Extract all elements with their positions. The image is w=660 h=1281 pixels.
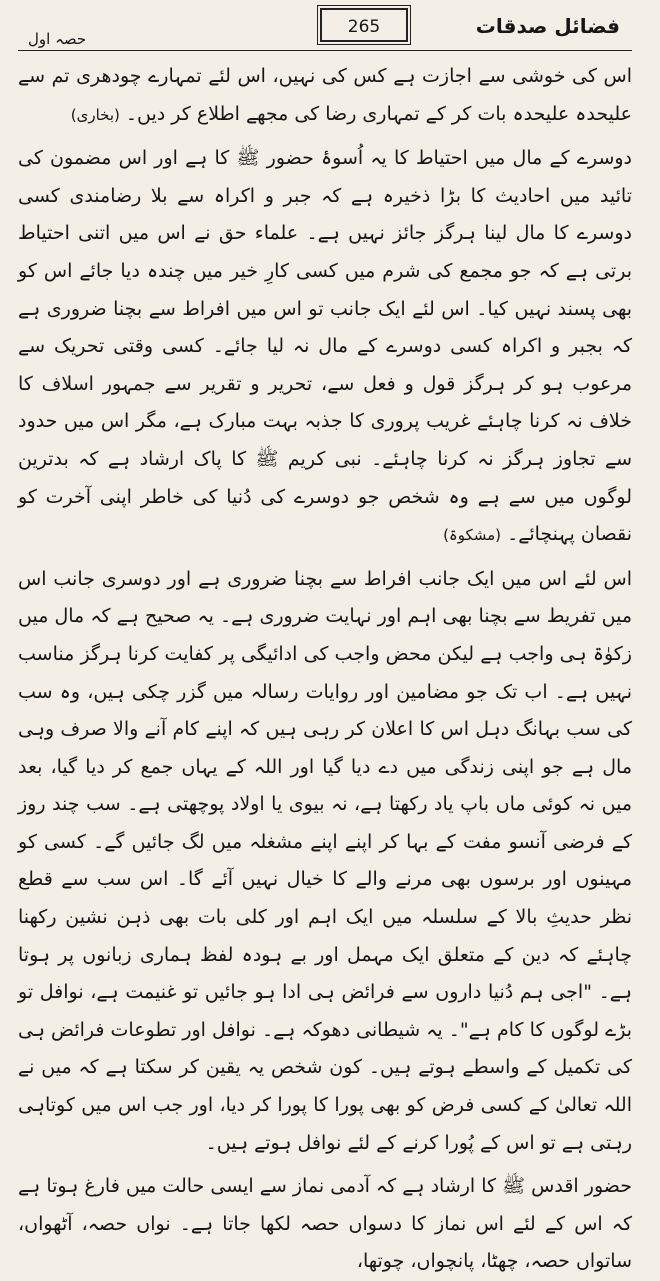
text-line: لئے اس نماز کا دسواں حصہ لکھا جاتا ہے۔ نواں حصہ، آٹھواں، ساتواں حصہ، چھٹا، پانچواں، چوتھا، xyxy=(18,1212,632,1273)
source-reference: (مشکوۃ) xyxy=(443,526,502,545)
text-line: بھی پورا کا پورا کر دیا، اور جب اس میں کوتاہی رہتی ہے تو اس کے پُورا کرنے کے لئے نوافل xyxy=(18,1094,632,1154)
text-line: جائیں گے۔ کسی کو مہینوں اور برسوں بھی مرنے والے کا خیال نہیں آئے گا۔ اس سب سے قطع نظر xyxy=(18,830,632,929)
page-header xyxy=(18,0,632,58)
text-line: دوسرے کی دُنیا کی خاطر اپنی آخرت کو نقصان پہنچائے۔ xyxy=(18,485,632,546)
paragraph xyxy=(18,140,632,555)
header-rule xyxy=(18,50,632,51)
text-line: ہرگز نہ کرنا چاہئے۔ نبی کریم ﷺ کا پاک ارشاد ہے کہ بدترین لوگوں میں سے ہے وہ شخص جو xyxy=(18,447,633,508)
text-line: بیوی یا اولاد پوچھتی ہے۔ سب چند روز کے فرضی آنسو مفت کے بہا کر اپنے اپنے مشغلہ میں لگ xyxy=(18,793,632,853)
section-label: حصہ اول xyxy=(28,30,87,48)
text-line: دوسرے کے مال میں احتیاط کا یہ اُسوۂ حضور ﷺ کا ہے اور اس مضمون کی تائید میں احادیث xyxy=(18,147,632,207)
page-text xyxy=(18,58,632,1281)
paragraph xyxy=(18,561,632,1163)
text-line: کی تکمیل کے واسطے ہوتے ہیں۔ کون شخص یہ یقین کر سکتا ہے کہ میں نے اللہ تعالیٰ کے کسی فرض کو xyxy=(18,1056,633,1117)
paragraph xyxy=(18,1168,632,1281)
book-title: فضائل صدقات xyxy=(475,14,620,38)
text-line: کا بڑا ذخیرہ ہے کہ جبر و اکراہ سے بلا رضامندی کسی دوسرے کا مال لینا ہرگز جائز نہیں ہے۔ علماء حق xyxy=(18,184,632,245)
text-line: بچنا بھی اہم اور نہایت ضروری ہے۔ یہ صحیح ہے کہ مال میں زکوٰۃ ہی واجب ہے لیکن محض واجب کی xyxy=(18,605,632,665)
text-line: ادائیگی پر کفایت کرنا ہرگز مناسب نہیں ہے۔ اب تک جو مضامین اور روایات رسالہ میں گزر چکی xyxy=(18,642,632,703)
text-line: اس لئے اس میں ایک جانب افراط سے بچنا ضروری ہے اور دوسری جانب اس میں تفریط سے xyxy=(18,567,632,628)
text-line: نے اس میں اتنی احتیاط برتی ہے کہ جو مجمع کی شرم میں کسی کارِ خیر میں چندہ دیا جائے اس کو بھی پسند xyxy=(18,222,633,320)
page-number: 265 xyxy=(320,8,408,42)
text-line: اس کی خوشی سے اجازت ہے کس کی نہیں، اس لئے تمہارے چودھری تم سے علیحدہ علیحدہ بات کر xyxy=(18,65,632,125)
text-line: مہمل اور بے ہودہ لفظ ہماری زبانوں پر ہوتا ہے۔ "اجی ہم دُنیا داروں سے فرائض ہی ادا ہو جائیں تو xyxy=(18,943,632,1004)
text-line: حضور اقدس ﷺ کا ارشاد ہے کہ آدمی نماز سے ایسی حالت میں فارغ ہوتا ہے کہ اس کے xyxy=(18,1175,632,1235)
text-line: غنیمت ہے، نوافل تو بڑے لوگوں کا کام ہے"۔ یہ شیطانی دھوکہ ہے۔ نوافل اور تطوعات فرائض ہی xyxy=(18,981,632,1041)
text-line: حدیثِ بالا کے سلسلہ میں ایک اہم اور کلی بات بھی ذہن نشین رکھنا چاہئے کہ دین کے متعلق ایک xyxy=(18,906,632,966)
text-line: ہیں، وہ سب کی سب بہانگ دہل اس کا اعلان کر رہی ہیں کہ اپنے کام آنے والا صرف وہی مال ہے xyxy=(18,680,633,778)
text-line: نہیں کیا۔ اس لئے ایک جانب تو اس میں افراط سے بچنا ضروری ہے کہ بجبر و اکراہ کسی دوسرے کے xyxy=(18,297,632,358)
text-line: کے تمہاری رضا کی مجھے اطلاع کر دیں۔ xyxy=(125,102,446,125)
paragraph xyxy=(18,58,632,134)
text-line: اسلاف کا خلاف نہ کرنا چاہئے غریب پروری کا جذبہ بہت مبارک ہے، مگر اس میں حدود سے تجاوز xyxy=(18,372,632,470)
text-line: جو اپنی زندگی میں دے دیا گیا اور اللہ کے یہاں جمع کر دیا گیا، بعد میں نہ کوئی ماں باپ یاد رکھتا ہے، نہ xyxy=(18,755,632,816)
text-line: مال نہ لیا جائے۔ کسی وقتی تحریک سے مرعوب ہو کر ہرگز قول و فعل سے، تحریر و تقریر سے جمہور xyxy=(18,335,633,395)
text-line: ہوتے ہیں۔ xyxy=(205,1131,292,1154)
source-reference: (بخاری) xyxy=(70,105,120,124)
